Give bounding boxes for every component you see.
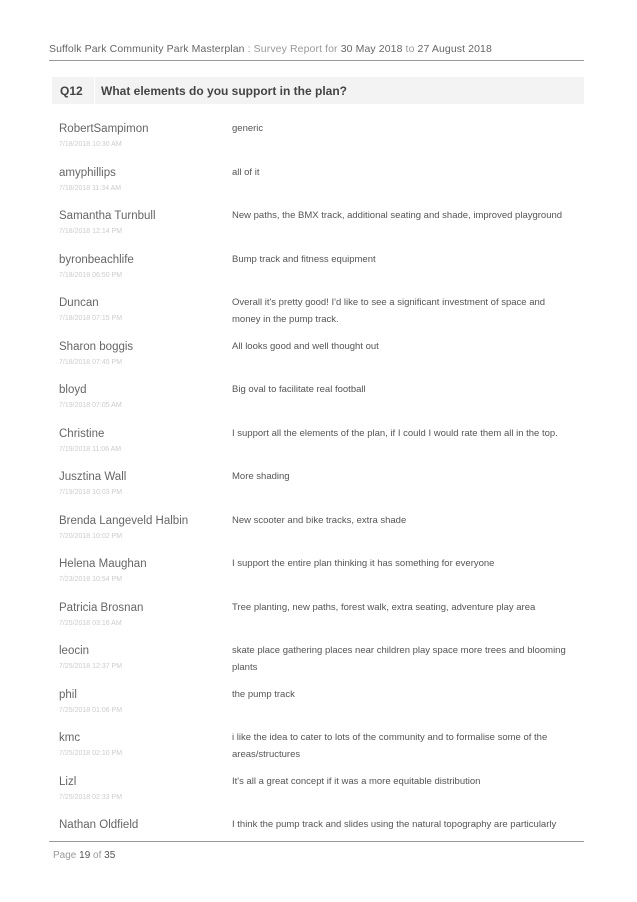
respondent-info — [59, 644, 232, 688]
response-row — [59, 122, 569, 166]
respondent-info — [59, 688, 232, 732]
response-date: 7/25/2018 02:10 PM — [59, 750, 123, 757]
response-date: 7/18/2018 12:14 PM — [59, 228, 123, 235]
response-text: the pump track — [232, 688, 295, 700]
respondent-name: Helena Maughan — [59, 558, 147, 570]
respondent-name: amyphillips — [59, 166, 116, 179]
response-row — [59, 340, 569, 384]
respondent-name: Samantha Turnbull — [59, 210, 156, 222]
response-row — [59, 557, 569, 601]
respondent-info — [59, 166, 232, 210]
response-row — [59, 383, 569, 427]
response-text: i like the idea to cater to lots of the community and to formalise some of the areas/structures — [232, 732, 548, 760]
response-date: 7/18/2018 11:34 AM — [59, 184, 122, 192]
response-date: 7/18/2018 07:45 PM — [59, 358, 123, 366]
respondent-name: Christine — [59, 427, 105, 440]
of-word: of — [93, 850, 102, 861]
response-row — [59, 731, 569, 775]
response-text: I support the entire plan thinking it has something for everyone — [232, 558, 495, 569]
response-text: I think the pump track and slides using the natural topography are particularly — [232, 819, 557, 830]
response-date: 7/18/2018 07:15 PM — [59, 315, 123, 322]
response-date: 7/19/2018 07:05 AM — [59, 402, 122, 409]
response-row — [59, 818, 569, 862]
response-row — [59, 688, 569, 732]
respondent-info — [59, 122, 232, 166]
response-text: All looks good and well thought out — [232, 340, 379, 352]
response-row — [59, 601, 569, 645]
response-date: 7/25/2018 01:06 PM — [59, 706, 123, 714]
respondent-name: Jusztina Wall — [59, 471, 127, 483]
response-text: More shading — [232, 471, 290, 482]
response-row — [59, 427, 569, 471]
responses-list — [59, 122, 569, 862]
report-date-from: 30 May 2018 — [340, 43, 403, 55]
respondent-name: RobertSampimon — [59, 123, 149, 135]
respondent-info — [59, 296, 232, 340]
response-text: New paths, the BMX track, additional seating and shade, improved playground — [232, 210, 563, 221]
page-word: Page — [53, 850, 77, 861]
respondent-info — [59, 557, 232, 601]
header-divider — [49, 60, 584, 61]
response-row — [59, 775, 569, 819]
question-bar — [52, 77, 584, 104]
response-date: 7/19/2018 10:03 PM — [59, 489, 123, 496]
response-row — [59, 470, 569, 514]
respondent-name: phil — [59, 688, 77, 701]
report-subtitle-prefix: : Survey Report for — [247, 43, 338, 55]
respondent-name: bloyd — [59, 384, 87, 396]
response-row — [59, 253, 569, 297]
respondent-name: leocin — [59, 645, 90, 657]
response-text: all of it — [232, 166, 260, 178]
total-pages: 35 — [104, 850, 116, 861]
response-date: 7/18/2018 06:50 PM — [59, 271, 123, 279]
question-text: What elements do you support in the plan? — [101, 83, 348, 98]
question-number: Q12 — [60, 83, 83, 98]
response-date: 7/18/2018 10:30 AM — [59, 141, 122, 148]
response-text: generic — [232, 123, 264, 134]
response-date: 7/19/2018 11:06 AM — [59, 445, 122, 453]
respondent-name: kmc — [59, 732, 81, 744]
response-text: Big oval to facilitate real football — [232, 384, 366, 395]
respondent-info — [59, 601, 232, 645]
respondent-info — [59, 470, 232, 514]
response-text: I support all the elements of the plan, if I could I would rate them all in the top. — [232, 427, 558, 439]
response-row — [59, 209, 569, 253]
respondent-name: Patricia Brosnan — [59, 601, 144, 614]
response-text: Tree planting, new paths, forest walk, extra seating, adventure play area — [232, 601, 536, 613]
respondent-info — [59, 427, 232, 471]
response-date: 7/25/2018 02:33 PM — [59, 793, 123, 801]
response-date: 7/25/2018 12:37 PM — [59, 663, 123, 670]
respondent-name: byronbeachlife — [59, 253, 134, 266]
respondent-name: Duncan — [59, 297, 99, 309]
report-to-word: to — [405, 43, 415, 55]
respondent-info — [59, 775, 232, 819]
response-date: 7/20/2018 10:02 PM — [59, 532, 123, 540]
question-separator — [94, 77, 95, 104]
respondent-name: Brenda Langeveld Halbin — [59, 514, 189, 527]
response-text: New scooter and bike tracks, extra shade — [232, 514, 407, 526]
respondent-info — [59, 731, 232, 775]
response-date: 7/25/2018 03:16 AM — [59, 619, 122, 627]
respondent-name: Nathan Oldfield — [59, 819, 139, 831]
response-date: 7/23/2018 10:54 PM — [59, 576, 123, 583]
response-row — [59, 166, 569, 210]
report-title: Suffolk Park Community Park Masterplan — [49, 43, 245, 55]
response-text: It's all a great concept if it was a more equitable distribution — [232, 775, 481, 787]
page-footer — [53, 850, 115, 861]
respondent-info — [59, 209, 232, 253]
report-date-to: 27 August 2018 — [417, 43, 492, 55]
respondent-info — [59, 253, 232, 297]
respondent-info — [59, 514, 232, 558]
report-header — [49, 43, 584, 55]
respondent-info — [59, 340, 232, 384]
footer-divider — [49, 841, 584, 842]
respondent-info — [59, 383, 232, 427]
response-row — [59, 514, 569, 558]
response-row — [59, 296, 569, 340]
response-text: Bump track and fitness equipment — [232, 253, 376, 265]
response-text: Overall it's pretty good! I'd like to see a significant investment of space and money in the pump track. — [232, 297, 546, 325]
response-row — [59, 644, 569, 688]
response-text: skate place gathering places near children play space more trees and blooming plants — [232, 645, 566, 673]
page-number: 19 — [79, 850, 91, 861]
respondent-name: Lizl — [59, 775, 77, 788]
respondent-name: Sharon boggis — [59, 340, 134, 353]
